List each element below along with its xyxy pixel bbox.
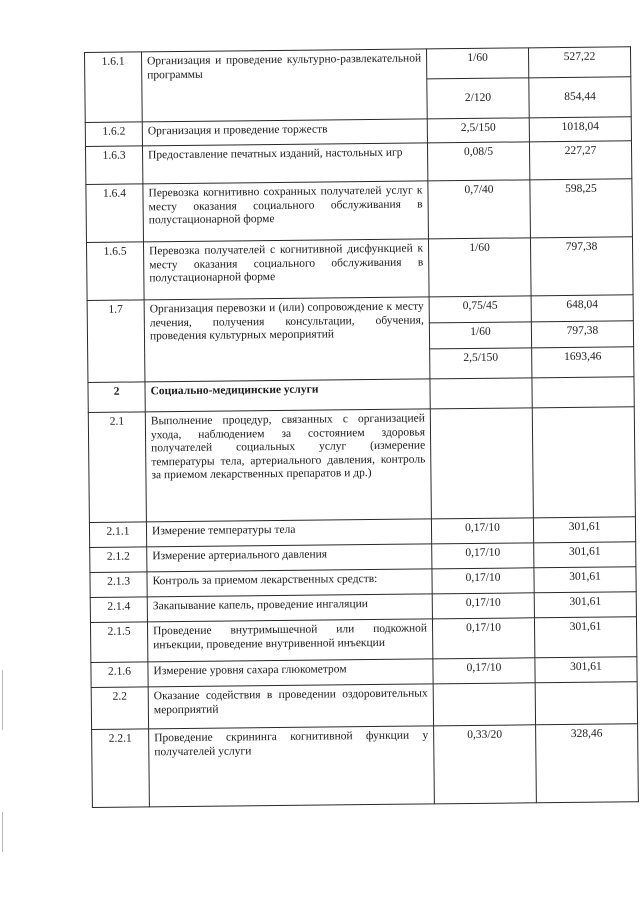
row-volume: 2,5/150 [427,118,529,143]
row-price: 1018,04 [529,117,631,142]
row-number: 2.2 [91,687,148,730]
row-volume [433,683,535,726]
row-price: 301,61 [535,657,637,683]
row-volume: 0,17/10 [432,543,534,569]
section-number: 2 [88,382,145,413]
row-description: Организация и проведение культурно-развлекательной программы [142,49,428,122]
row-price: 301,61 [534,617,636,658]
row-price: 301,61 [534,592,636,618]
row-volume: 0,17/10 [432,568,534,594]
row-number: 1.6.5 [86,242,144,301]
row-number: 2.1.6 [91,662,148,688]
row-description: Контроль за приемом лекарственных средств: [147,569,432,597]
row-price: 797,38 [530,237,633,296]
row-volume: 2,5/150 [430,348,532,379]
row-price: 527,22 [528,47,630,78]
row-description: Проведение скрининга когнитивной функции у получателей услуги [149,726,435,807]
row-volume: 2/120 [427,78,529,119]
row-price: 328,46 [536,724,639,803]
section-title: Социально-медицинские услуги [145,379,430,412]
row-number: 2.1.4 [90,597,147,623]
row-price: 301,61 [533,517,635,543]
row-description: Измерение артериального давления [147,544,432,572]
row-description: Предоставление печатных изданий, настольных игр [142,143,427,184]
row-number: 2.1.1 [89,522,146,548]
table-row [86,179,633,243]
row-price: 648,04 [531,295,633,322]
row-description: Измерение уровня сахара глюкометром [148,659,433,687]
row-volume: 0,33/20 [434,725,537,804]
row-number: 2.1 [88,412,146,523]
row-price [532,407,635,518]
row-description: Выполнение процедур, связанных с организацией ухода, наблюдением за состоянием здоровья получателей социальных услуг (измерение температуры тела, артериального давления, контроль за приемом лекарственных препаратов и др.) [145,409,431,522]
row-number: 1.6.3 [85,146,142,185]
row-number: 1.6.1 [85,52,143,123]
table-row [92,724,639,808]
row-number: 2.2.1 [92,729,150,808]
row-volume [430,408,533,519]
scan-edge-mark [2,670,3,730]
row-number: 2.1.5 [90,622,147,663]
row-volume: 1/60 [429,322,531,349]
row-volume: 0,08/5 [427,142,529,181]
row-description: Перевозка когнитивно сохранных получателей услуг к месту оказания социального обслуживания в полустационарной форме [143,181,429,242]
row-volume: 0,7/40 [428,180,531,239]
row-description: Перевозка получателей с когнитивной дисфункцией к месту оказания социального обслуживания в полустационарной форме [143,239,429,300]
row-price: 598,25 [530,179,633,238]
row-description: Измерение температуры тела [146,519,431,547]
table-row [88,407,635,523]
row-price: 1693,46 [532,347,634,378]
row-volume: 0,17/10 [433,658,535,684]
row-price: 301,61 [534,567,636,593]
row-price: 797,38 [531,321,633,348]
row-price: 301,61 [534,542,636,568]
row-volume: 0,75/45 [429,296,531,323]
row-number: 1.7 [87,300,145,383]
row-volume: 0,17/10 [431,518,533,544]
row-number: 2.1.3 [90,572,147,598]
row-price: 854,44 [529,77,631,118]
scan-edge-mark [2,812,3,852]
table-row [90,617,636,663]
row-number: 1.6.4 [86,184,144,243]
tariff-table [84,46,639,808]
row-number: 1.6.2 [85,122,142,147]
row-volume [430,378,532,409]
row-description: Закапывание капель, проведение ингаляции [147,594,432,622]
row-price [535,682,637,725]
row-description: Организация и проведение торжеств [142,119,427,146]
row-description: Проведение внутримышечной или подкожной инъекции, проведение внутривенной инъекции [147,619,432,662]
row-price [532,377,634,408]
row-volume: 0,17/10 [432,618,534,659]
row-volume: 1/60 [426,48,528,79]
table-row [86,237,633,301]
row-description: Организация перевозки и (или) сопровождение к месту лечения, получения консультации, обучения, проведения культурных мероприятий [144,297,430,382]
row-price: 227,27 [529,141,631,180]
table-row [85,141,631,185]
row-volume: 0,17/10 [432,593,534,619]
table-row [91,682,637,730]
row-volume: 1/60 [428,238,531,297]
row-number: 2.1.2 [90,547,147,573]
row-description: Оказание содействия в проведении оздоровительных мероприятий [148,684,433,729]
